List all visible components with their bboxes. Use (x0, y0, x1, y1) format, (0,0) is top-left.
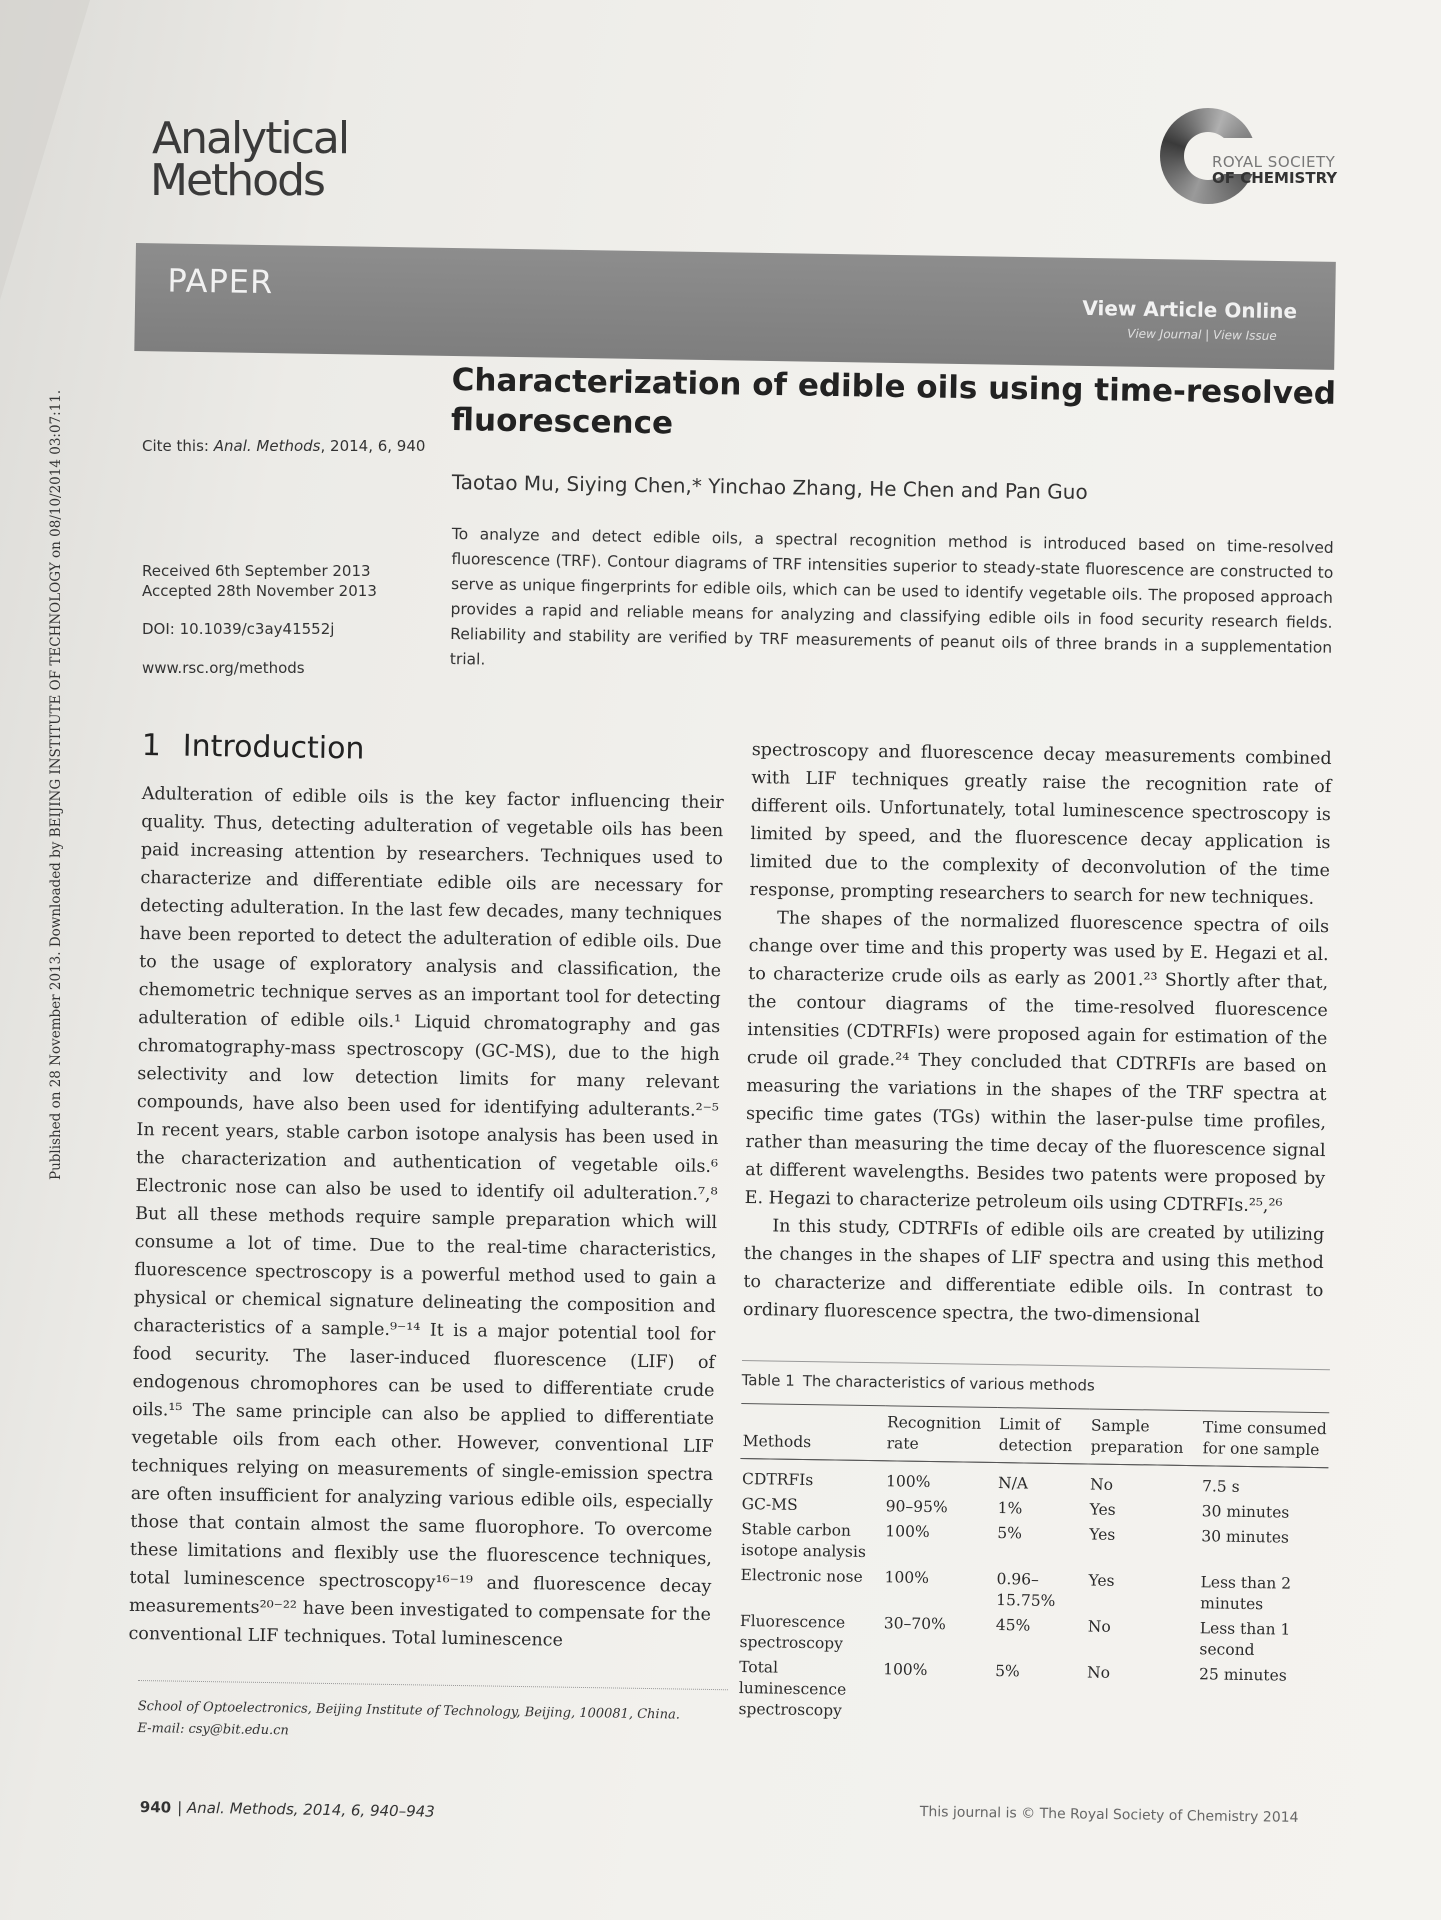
doi[interactable]: DOI: 10.1039/c3ay41552j (142, 620, 335, 638)
journal-logo (150, 113, 382, 206)
table-cell: 5% (997, 1524, 1023, 1543)
characteristics-table (736, 1403, 1329, 1731)
table-row (736, 1655, 1325, 1731)
table-cell: No (1089, 1475, 1114, 1494)
paragraph: The shapes of the normalized fluorescence spectra of oils change over time and this property was used by E. Hegazi et al. to characterize crude oils as early as 2001.²³ Shortly after that, the contour diagrams of the time-resolved fluorescence intensities (CDTRFIs) were proposed again for estimation of the crude oil grade.²⁴ They concluded that CDTRFIs are based on measuring the variations in the shapes of the TRF spectra at specific time gates (TGs) within the laser-pulse time profiles, rather than measuring the time decay of the fluorescence signal at different wavelengths. Besides two patents were proposed by E. Hegazi to characterize petroleum oils using CDTRFIs.²⁵,²⁶ (744, 908, 1330, 1217)
table-caption-text: The characteristics of various methods (802, 1371, 1095, 1395)
accepted-date: Accepted 28th November 2013 (142, 582, 377, 600)
copyright-notice: This journal is © The Royal Society of Chemistry 2014 (919, 1804, 1299, 1826)
table-cell: 1% (997, 1499, 1023, 1518)
journal-name-line2: Methods (150, 155, 324, 206)
page-fold (0, 0, 90, 300)
table-header-cell: Time consumed for one sample (1202, 1418, 1327, 1460)
table-cell: N/A (997, 1474, 1029, 1493)
article-type-banner (134, 243, 1336, 370)
table-cell: Total luminescence spectroscopy (738, 1657, 847, 1720)
page-number: 940 (139, 1798, 172, 1817)
cite-journal: Anal. Methods (213, 437, 321, 455)
table-cell: 25 minutes (1198, 1665, 1287, 1685)
section-heading (141, 728, 364, 766)
paragraph: Adulteration of edible oils is the key factor influencing their quality. Thus, detecting adulteration of vegetable oils has been paid increasing attention by researchers. Techniques used to characterize and differentiate edible oils are necessary for detecting adulteration. In the last few decades, many techniques have been reported to detect the adulteration of edible oils. Due to the usage of exploratory analysis and classification, the chemometric technique serves as an important tool for detecting adulteration of edible oils.¹ Liquid chromatography and gas chromatography-mass spectroscopy (GC-MS), due to the high selectivity and low detection limits for many relevant compounds, have also been used for identifying adulterants.²⁻⁵ In recent years, stable carbon isotope analysis has been used in the characterization and authentication of vegetable oils.⁶ Electronic nose can also be used to identify oil adulteration.⁷,⁸ But all these methods require sample preparation which will consume a lot of time. Due to the real-time characteristics, fluorescence spectroscopy is a powerful method used to gain a physical or chemical signature delineating the composition and characteristics of a sample.⁹⁻¹⁴ It is a major potential tool for food security. The laser-induced fluorescence (LIF) of endogenous chromophores can be used to differentiate crude oils.¹⁵ The same principle can also be applied to differentiate vegetable oils from each other. However, conventional LIF techniques relying on measurements of single-emission spectra are often insufficient for analyzing various edible oils, especially those that contain almost the same fluorophore. To overcome these limitations and flexibly use the fluorescence techniques, total luminescence spectroscopy¹⁶⁻¹⁹ and fluorescence decay measurements²⁰⁻²² have been investigated to compensate for the conventional LIF techniques. Total luminescence (128, 783, 724, 1651)
article-type-label: PAPER (167, 261, 274, 302)
download-stamp: Published on 28 November 2013. Downloaded by BEIJING INSTITUTE OF TECHNOLOGY on 08/10/2014 03:07:11. (48, 389, 64, 1180)
table-cell: Stable carbon isotope analysis (740, 1520, 867, 1561)
page-footer-left (140, 1798, 435, 1821)
journal-url[interactable]: www.rsc.org/methods (142, 659, 305, 677)
paragraph: spectroscopy and fluorescence decay measurements combined with LIF techniques greatly raise the recognition rate of different oils. Unfortunately, total luminescence spectroscopy is limited by speed, and the fluorescence decay application is limited due to the complexity of deconvolution of the time response, prompting researchers to search for new techniques. (749, 739, 1332, 909)
section-number: 1 (141, 728, 162, 764)
view-journal-issue-links[interactable]: View Journal | View Issue (1127, 326, 1277, 343)
footnote-divider (138, 1680, 728, 1690)
journal-ref-separator: | (177, 1798, 188, 1817)
table-cell: No (1086, 1663, 1111, 1682)
table-cell: CDTRFIs (741, 1470, 814, 1490)
table-cell: 30–70% (883, 1614, 946, 1634)
article-title: Characterization of edible oils using time-resolved fluorescence (450, 361, 1337, 442)
affiliation-note (137, 1696, 738, 1749)
table-cell: 5% (995, 1662, 1020, 1681)
body-column-left (128, 780, 724, 1657)
table-cell: Yes (1088, 1571, 1115, 1590)
table-cell: 100% (885, 1472, 931, 1491)
table-cell: 100% (885, 1522, 930, 1541)
cite-rest: , 2014, 6, 940 (320, 437, 426, 455)
table-cell: 30 minutes (1201, 1502, 1290, 1522)
table-cell: 100% (884, 1568, 930, 1587)
table-cell: 90–95% (885, 1497, 948, 1517)
rsc-logo-line1: ROYAL SOCIETY (1212, 153, 1336, 171)
article-authors: Taotao Mu, Siying Chen,* Yinchao Zhang, He Chen and Pan Guo (451, 470, 1088, 504)
affiliation-email[interactable]: E-mail: csy@bit.edu.cn (137, 1720, 289, 1739)
rsc-logo (1160, 108, 1360, 218)
table-header-row (740, 1403, 1329, 1467)
view-article-online-link[interactable]: View Article Online (1082, 295, 1298, 324)
table-cell: Electronic nose (740, 1566, 863, 1586)
cite-this (142, 437, 425, 455)
table-cell: 0.96–15.75% (996, 1570, 1056, 1610)
table-cell: 30 minutes (1201, 1527, 1290, 1547)
received-date: Received 6th September 2013 (142, 562, 371, 580)
table-cell: Yes (1089, 1525, 1116, 1544)
table-header-cell: Limit of detection (998, 1415, 1073, 1456)
table-cell: Yes (1089, 1500, 1116, 1519)
table-header-cell: Recognition rate (886, 1413, 982, 1453)
table-cell: No (1087, 1617, 1111, 1636)
table-1 (736, 1360, 1330, 1731)
journal-reference: Anal. Methods, 2014, 6, 940–943 (186, 1798, 435, 1821)
table-cell: 100% (883, 1660, 928, 1679)
affiliation-address: School of Optoelectronics, Beijing Institute of Technology, Beijing, 100081, China. (137, 1698, 680, 1723)
cite-prefix: Cite this: (142, 437, 209, 455)
section-title: Introduction (182, 728, 365, 767)
table-cell: Less than 2 minutes (1200, 1573, 1292, 1614)
table-label: Table 1 (741, 1370, 795, 1390)
journal-name-line1: Analytical (152, 113, 349, 164)
table-cell: 45% (995, 1616, 1031, 1635)
received-accepted (142, 561, 377, 601)
article-abstract: To analyze and detect edible oils, a spectral recognition method is introduced based on time-resolved fluorescence (TRF). Contour diagrams of TRF intensities superior to steady-state fluorescence are constructed to serve as unique fingerprints for edible oils, which can be used to identify vegetable oils. The proposed approach provides a rapid and reliable means for analyzing and classifying edible oils in food security research fields. Reliability and stability are verified by TRF measurements of peanut oils of three brands in a supplementation trial. (449, 524, 1334, 669)
table-header-cell: Methods (742, 1432, 812, 1452)
table-header-cell: Sample preparation (1090, 1416, 1184, 1457)
rsc-logo-line2: OF CHEMISTRY (1212, 169, 1338, 187)
table-cell: 7.5 s (1201, 1477, 1240, 1496)
table-cell: Less than 1 second (1199, 1619, 1291, 1660)
table-caption (742, 1371, 1330, 1398)
table-cell: GC-MS (741, 1495, 798, 1514)
table-cell: Fluorescence spectroscopy (739, 1612, 846, 1653)
paragraph: In this study, CDTRFIs of edible oils are created by utilizing the changes in the shapes of LIF spectra and using this method to characterize and differentiate edible oils. In contrast to ordinary fluorescence spectra, the two-dimensional (742, 1216, 1325, 1328)
body-column-right (743, 736, 1332, 1333)
